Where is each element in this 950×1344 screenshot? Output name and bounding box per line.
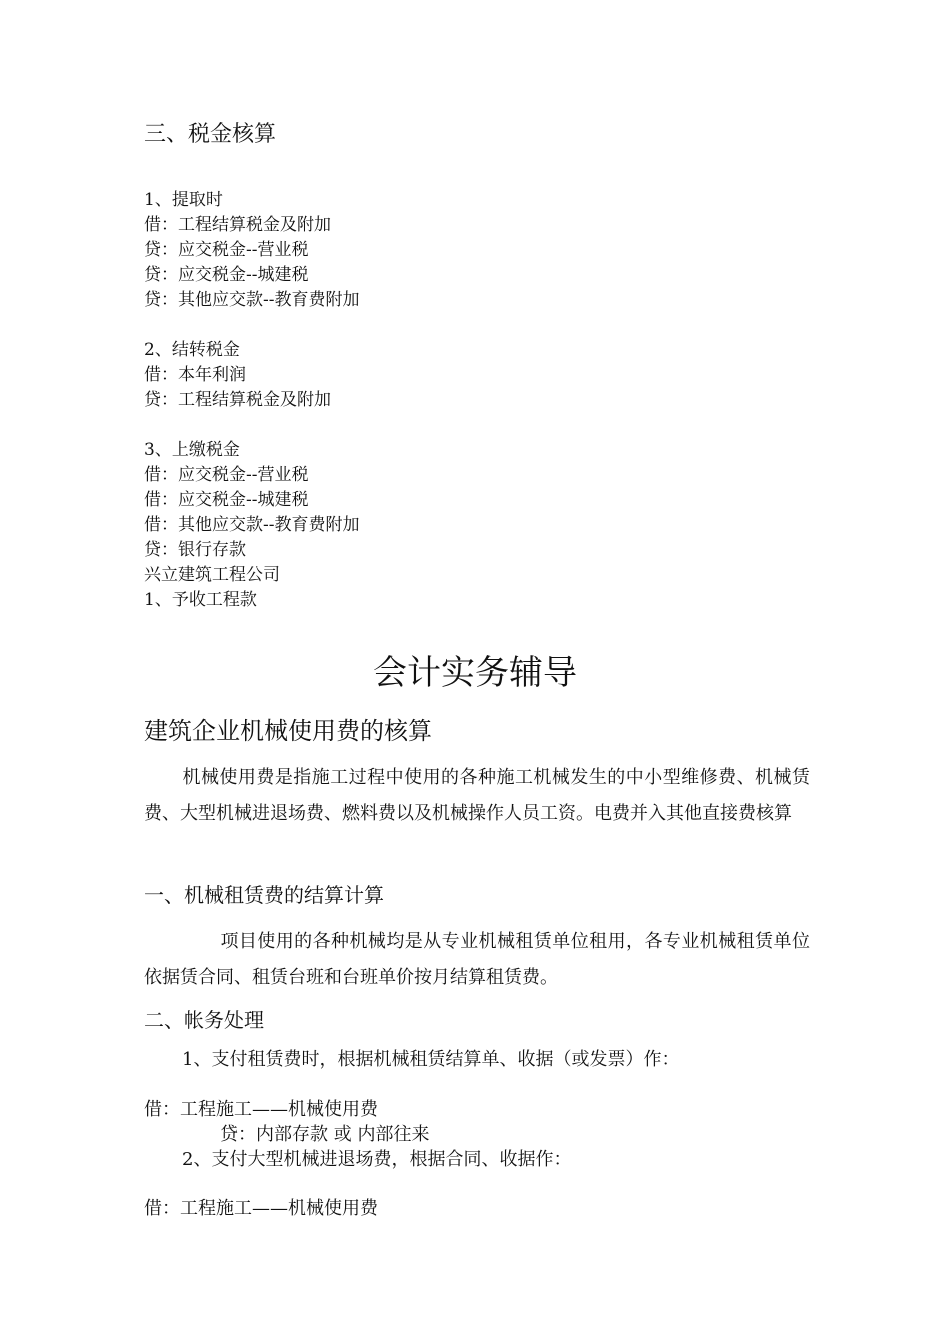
entry-line: 贷：工程结算税金及附加: [144, 390, 331, 410]
entry-1-credit: 贷：内部存款 或 内部往来: [220, 1124, 430, 1145]
entry-line: 借：应交税金--营业税: [144, 465, 309, 485]
step-2: 2、支付大型机械进退场费，根据合同、收据作：: [182, 1149, 572, 1170]
entry-line: 2、结转税金: [144, 340, 240, 360]
entry-1-debit: 借：工程施工——机械使用费: [144, 1099, 378, 1120]
entry-line: 贷：应交税金--营业税: [144, 240, 309, 260]
entry-line: 借：应交税金--城建税: [144, 490, 309, 510]
entry-line: 借：本年利润: [144, 365, 246, 385]
entry-2-debit: 借：工程施工——机械使用费: [144, 1198, 378, 1219]
article-subtitle: 建筑企业机械使用费的核算: [144, 717, 432, 745]
entry-line: 贷：应交税金--城建税: [144, 265, 309, 285]
rent-text: 项目使用的各种机械均是从专业机械租赁单位租用，各专业机械租赁单位依据赁合同、租赁台班和台班单价按月结算租赁费。: [144, 931, 810, 988]
document-title: 会计实务辅导: [373, 653, 577, 693]
entry-line: 贷：银行存款: [144, 540, 246, 560]
company-name: 兴立建筑工程公司: [144, 565, 280, 585]
entry-line: 借：工程结算税金及附加: [144, 215, 331, 235]
rent-paragraph: [144, 924, 810, 996]
intro-text: 机械使用费是指施工过程中使用的各种施工机械发生的中小型维修费、机械赁费、大型机械进退场费、燃料费以及机械操作人员工资。电费并入其他直接费核算: [144, 767, 810, 824]
section-heading-rent: 一、机械租赁费的结算计算: [144, 883, 384, 907]
section-heading-accounts: 二、帐务处理: [144, 1008, 264, 1032]
step-1: 1、支付租赁费时，根据机械租赁结算单、收据（或发票）作：: [182, 1049, 680, 1070]
entry-line: 3、上缴税金: [144, 440, 240, 460]
section-heading-tax: 三、税金核算: [144, 122, 277, 147]
entry-line: 1、予收工程款: [144, 590, 257, 610]
entry-line: 贷：其他应交款--教育费附加: [144, 290, 360, 310]
entry-line: 1、提取时: [144, 190, 223, 210]
intro-paragraph: [144, 760, 810, 832]
entry-line: 借：其他应交款--教育费附加: [144, 515, 360, 535]
